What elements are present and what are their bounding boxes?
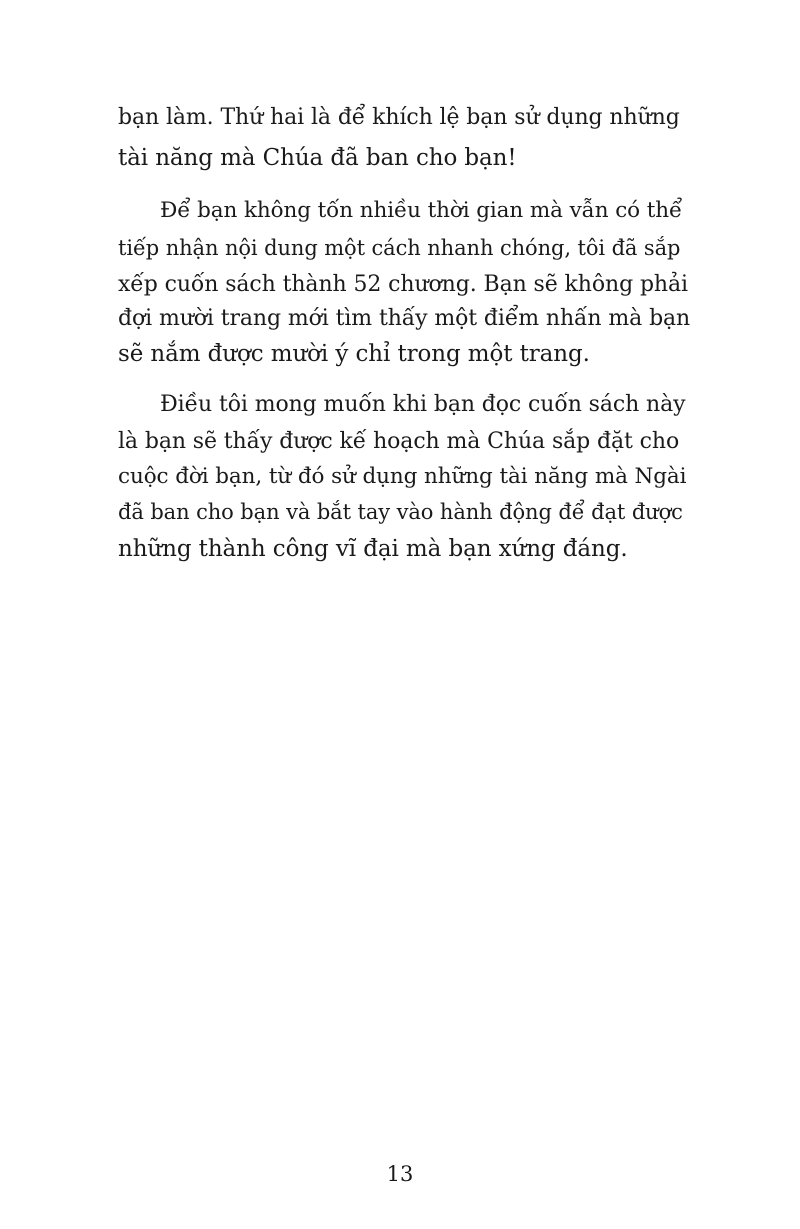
paragraph-3-line-1: Điều tôi mong muốn khi bạn đọc cuốn sách này (160, 392, 686, 417)
paragraph-2-line-3: xếp cuốn sách thành 52 chương. Bạn sẽ không phải (118, 272, 688, 297)
paragraph-2-line-5: sẽ nắm được mười ý chỉ trong một trang. (118, 341, 590, 367)
paragraph-3-line-5: những thành công vĩ đại mà bạn xứng đáng. (118, 536, 628, 562)
paragraph-2-line-1: Để bạn không tốn nhiều thời gian mà vẫn có thể (160, 198, 683, 223)
page-number: 13 (386, 1162, 414, 1186)
paragraph-1-line-2: tài năng mà Chúa đã ban cho bạn! (118, 145, 517, 171)
paragraph-3-line-4: đã ban cho bạn và bắt tay vào hành động để đạt được (118, 500, 683, 524)
paragraph-3-line-3: cuộc đời bạn, từ đó sử dụng những tài năng mà Ngài (118, 464, 687, 489)
paragraph-2-line-4: đợi mười trang mới tìm thấy một điểm nhấn mà bạn (118, 306, 691, 331)
paragraph-2-line-2: tiếp nhận nội dung một cách nhanh chóng, tôi đã sắp (118, 236, 681, 260)
paragraph-3-line-2: là bạn sẽ thấy được kế hoạch mà Chúa sắp đặt cho (118, 429, 680, 454)
paragraph-1-line-1: bạn làm. Thứ hai là để khích lệ bạn sử dụng những (118, 105, 680, 130)
